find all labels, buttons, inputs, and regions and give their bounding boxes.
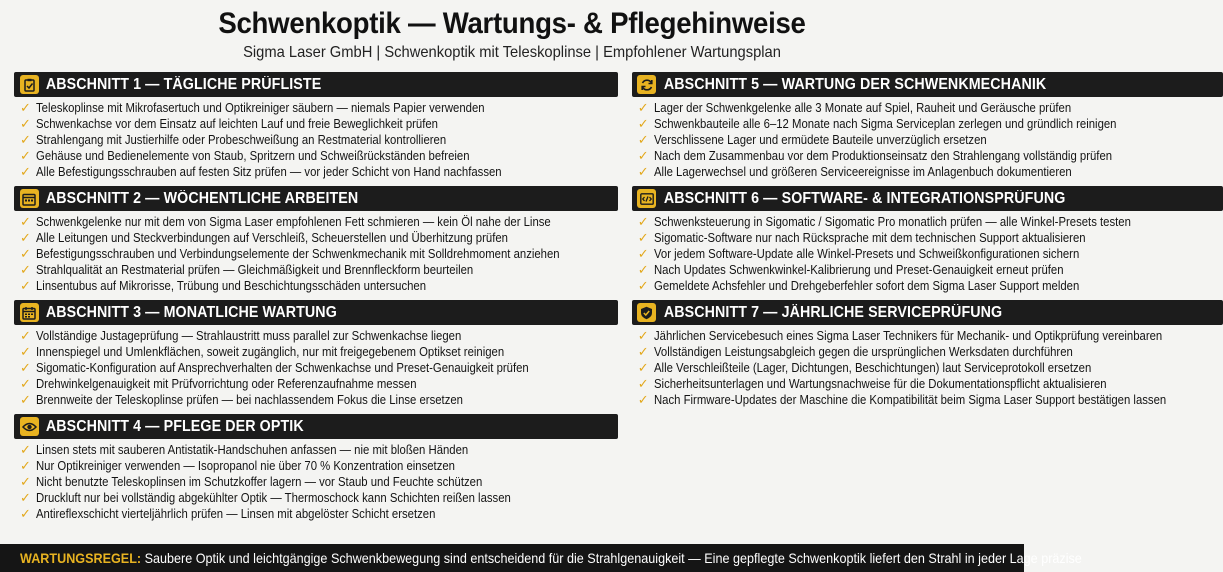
check-icon: ✓ (20, 214, 31, 229)
footer-content (20, 550, 1082, 566)
check-icon: ✓ (637, 344, 649, 359)
section-title: ABSCHNITT 5 — WARTUNG DER SCHWENKMECHANIK (663, 75, 1047, 93)
check-icon: ✓ (637, 392, 649, 407)
refresh-icon (632, 72, 662, 97)
check-icon: ✓ (637, 116, 649, 131)
section-5 (632, 72, 1223, 182)
eye-icon (14, 414, 44, 439)
section-4 (14, 414, 618, 524)
page-subtitle: Sigma Laser GmbH | Schwenkoptik mit Teleskoplinse | Empfohlener Wartungsplan (243, 44, 781, 61)
calendar-week-icon (14, 186, 44, 211)
list-item: ✓ Alle Leitungen und Steckverbindungen auf Verschleiß, Scheuerstellen und Überhitzung prüfen (20, 230, 508, 245)
check-icon: ✓ (20, 458, 31, 473)
section-title: ABSCHNITT 6 — SOFTWARE- & INTEGRATIONSPRÜFUNG (663, 189, 1066, 207)
list-item: ✓ Linsentubus auf Mikrorisse, Trübung und Beschichtungsschäden untersuchen (20, 278, 427, 293)
section-title: ABSCHNITT 7 — JÄHRLICHE SERVICEPRÜFUNG (663, 303, 1003, 321)
list-item: ✓ Strahlengang mit Justierhilfe oder Probeschweißung an Restmaterial kontrollieren (20, 132, 447, 147)
list-item: ✓ Sigomatic-Software nur nach Rücksprache mit dem technischen Support aktualisieren (637, 230, 1086, 245)
list-item: ✓ Schwenkgelenke nur mit dem von Sigma Laser empfohlenen Fett schmieren — kein Öl nahe der Linse (20, 214, 551, 229)
check-icon: ✓ (637, 164, 649, 179)
list-item: ✓ Nur Optikreiniger verwenden — Isopropanol nie über 70 % Konzentration einsetzen (20, 458, 455, 473)
check-icon: ✓ (20, 506, 31, 521)
section-header (632, 186, 1223, 211)
list-item: ✓ Schwenkbauteile alle 6–12 Monate nach Sigma Serviceplan zerlegen und gründlich reinigen (637, 116, 1117, 131)
page-header (0, 0, 1024, 63)
shield-check-icon (632, 300, 662, 325)
checklist (632, 97, 1223, 182)
left-column (14, 72, 618, 528)
list-item: ✓ Schwenksteuerung in Sigomatic / Sigomatic Pro monatlich prüfen — alle Winkel-Presets testen (637, 214, 1131, 229)
section-2 (14, 186, 618, 296)
section-7 (632, 300, 1223, 410)
list-item: ✓ Brennweite der Teleskoplinse prüfen — bei nachlassendem Fokus die Linse ersetzen (20, 392, 463, 407)
list-item: ✓ Alle Lagerwechsel und größeren Serviceereignisse im Anlagenbuch dokumentieren (637, 164, 1072, 179)
list-item: ✓ Sicherheitsunterlagen und Wartungsnachweise für die Dokumentationspflicht aktualisieren (637, 376, 1107, 391)
check-icon: ✓ (637, 278, 649, 293)
check-icon: ✓ (20, 262, 31, 277)
check-icon: ✓ (637, 328, 649, 343)
section-header (14, 186, 618, 211)
checklist (14, 325, 618, 410)
list-item: ✓ Nicht benutzte Teleskoplinsen im Schutzkoffer lagern — vor Staub und Feuchte schützen (20, 474, 483, 489)
section-header (14, 414, 618, 439)
list-item: ✓ Vor jedem Software-Update alle Winkel-Presets und Schweißkonfigurationen sichern (637, 246, 1080, 261)
section-header (632, 72, 1223, 97)
check-icon: ✓ (20, 490, 31, 505)
checklist (14, 97, 618, 182)
list-item: ✓ Nach Updates Schwenkwinkel-Kalibrierung und Preset-Genauigkeit erneut prüfen (637, 262, 1064, 277)
list-item: ✓ Teleskoplinse mit Mikrofasertuch und Optikreiniger säubern — niemals Papier verwenden (20, 100, 485, 115)
list-item: ✓ Innenspiegel und Umlenkflächen, soweit zugänglich, nur mit freigegebenem Optikset reinigen (20, 344, 505, 359)
check-icon: ✓ (637, 246, 649, 261)
check-icon: ✓ (20, 148, 31, 163)
check-icon: ✓ (20, 442, 31, 457)
list-item: ✓ Nach dem Zusammenbau vor dem Produktionseinsatz den Strahlengang vollständig prüfen (637, 148, 1112, 163)
page-title: Schwenkoptik — Wartungs- & Pflegehinweise (218, 7, 806, 40)
check-icon: ✓ (20, 392, 31, 407)
check-icon: ✓ (20, 164, 31, 179)
check-icon: ✓ (20, 344, 31, 359)
section-title: ABSCHNITT 4 — PFLEGE DER OPTIK (45, 417, 304, 435)
list-item: ✓ Verschlissene Lager und ermüdete Bauteile unverzüglich ersetzen (637, 132, 987, 147)
section-title: ABSCHNITT 2 — WÖCHENTLICHE ARBEITEN (45, 189, 359, 207)
check-icon: ✓ (637, 214, 649, 229)
checklist (632, 211, 1223, 296)
list-item: ✓ Alle Befestigungsschrauben auf festen Sitz prüfen — vor jeder Schicht von Hand nachfassen (20, 164, 502, 179)
calendar-month-icon (14, 300, 44, 325)
list-item: ✓ Vollständigen Leistungsabgleich gegen die ursprünglichen Werksdaten durchführen (637, 344, 1073, 359)
list-item: ✓ Druckluft nur bei vollständig abgekühlter Optik — Thermoschock kann Schichten reißen lassen (20, 490, 511, 505)
check-icon: ✓ (20, 230, 31, 245)
check-icon: ✓ (637, 132, 649, 147)
section-title: ABSCHNITT 1 — TÄGLICHE PRÜFLISTE (45, 75, 322, 93)
list-item: ✓ Alle Verschleißteile (Lager, Dichtungen, Beschichtungen) laut Serviceprotokoll ersetzen (637, 360, 1092, 375)
list-item: ✓ Nach Firmware-Updates der Maschine die Kompatibilität beim Sigma Laser Support bestätigen lassen (637, 392, 1166, 407)
list-item: ✓ Linsen stets mit sauberen Antistatik-Handschuhen anfassen — nie mit bloßen Händen (20, 442, 469, 457)
check-icon: ✓ (637, 148, 649, 163)
list-item: ✓ Antireflexschicht vierteljährlich prüfen — Linsen mit abgelöster Schicht ersetzen (20, 506, 436, 521)
list-item: ✓ Drehwinkelgenauigkeit mit Prüfvorrichtung oder Referenzaufnahme messen (20, 376, 417, 391)
list-item: ✓ Sigomatic-Konfiguration auf Ansprechverhalten der Schwenkachse und Preset-Genauigkeit prüfen (20, 360, 529, 375)
list-item: ✓ Jährlichen Servicebesuch eines Sigma Laser Technikers für Mechanik- und Optikprüfung vereinbaren (637, 328, 1163, 343)
check-icon: ✓ (20, 246, 31, 261)
section-header (14, 300, 618, 325)
check-icon: ✓ (20, 474, 31, 489)
check-icon: ✓ (20, 376, 31, 391)
footer-rule-bar (0, 544, 1082, 572)
check-icon: ✓ (637, 230, 649, 245)
check-icon: ✓ (20, 116, 31, 131)
checklist (14, 211, 618, 296)
check-icon: ✓ (20, 132, 31, 147)
list-item: ✓ Befestigungsschrauben und Verbindungselemente der Schwenkmechanik mit Solldrehmoment anziehen (20, 246, 560, 261)
list-item: ✓ Strahlqualität an Restmaterial prüfen — Gleichmäßigkeit und Brennfleckform beurteilen (20, 262, 474, 277)
list-item: ✓ Gemeldete Achsfehler und Drehgeberfehler sofort dem Sigma Laser Support melden (637, 278, 1080, 293)
list-item: ✓ Lager der Schwenkgelenke alle 3 Monate auf Spiel, Rauheit und Geräusche prüfen (637, 100, 1071, 115)
code-icon (632, 186, 662, 211)
right-column (632, 72, 1223, 528)
footer-text: Saubere Optik und leichtgängige Schwenkbewegung sind entscheidend für die Strahlgenauigkeit — Eine gepflegte Schwenkoptik liefert den Strahl in jeder Lage präzise (144, 550, 1082, 566)
list-item: ✓ Gehäuse und Bedienelemente von Staub, Spritzern und Schweißrückständen befreien (20, 148, 470, 163)
section-6 (632, 186, 1223, 296)
check-icon: ✓ (637, 100, 649, 115)
section-header (632, 300, 1223, 325)
section-title: ABSCHNITT 3 — MONATLICHE WARTUNG (45, 303, 337, 321)
check-icon: ✓ (637, 262, 649, 277)
checklist (14, 439, 618, 524)
footer-label: WARTUNGSREGEL: (20, 550, 142, 566)
section-1 (14, 72, 618, 182)
clipboard-check-icon (14, 72, 44, 97)
check-icon: ✓ (20, 278, 31, 293)
check-icon: ✓ (637, 376, 649, 391)
checklist (632, 325, 1223, 410)
list-item: ✓ Schwenkachse vor dem Einsatz auf leichten Lauf und freie Beweglichkeit prüfen (20, 116, 438, 131)
check-icon: ✓ (20, 360, 31, 375)
list-item: ✓ Vollständige Justageprüfung — Strahlaustritt muss parallel zur Schwenkachse liegen (20, 328, 462, 343)
section-header (14, 72, 618, 97)
check-icon: ✓ (637, 360, 649, 375)
check-icon: ✓ (20, 100, 31, 115)
check-icon: ✓ (20, 328, 31, 343)
sections-grid (14, 72, 1166, 528)
section-3 (14, 300, 618, 410)
